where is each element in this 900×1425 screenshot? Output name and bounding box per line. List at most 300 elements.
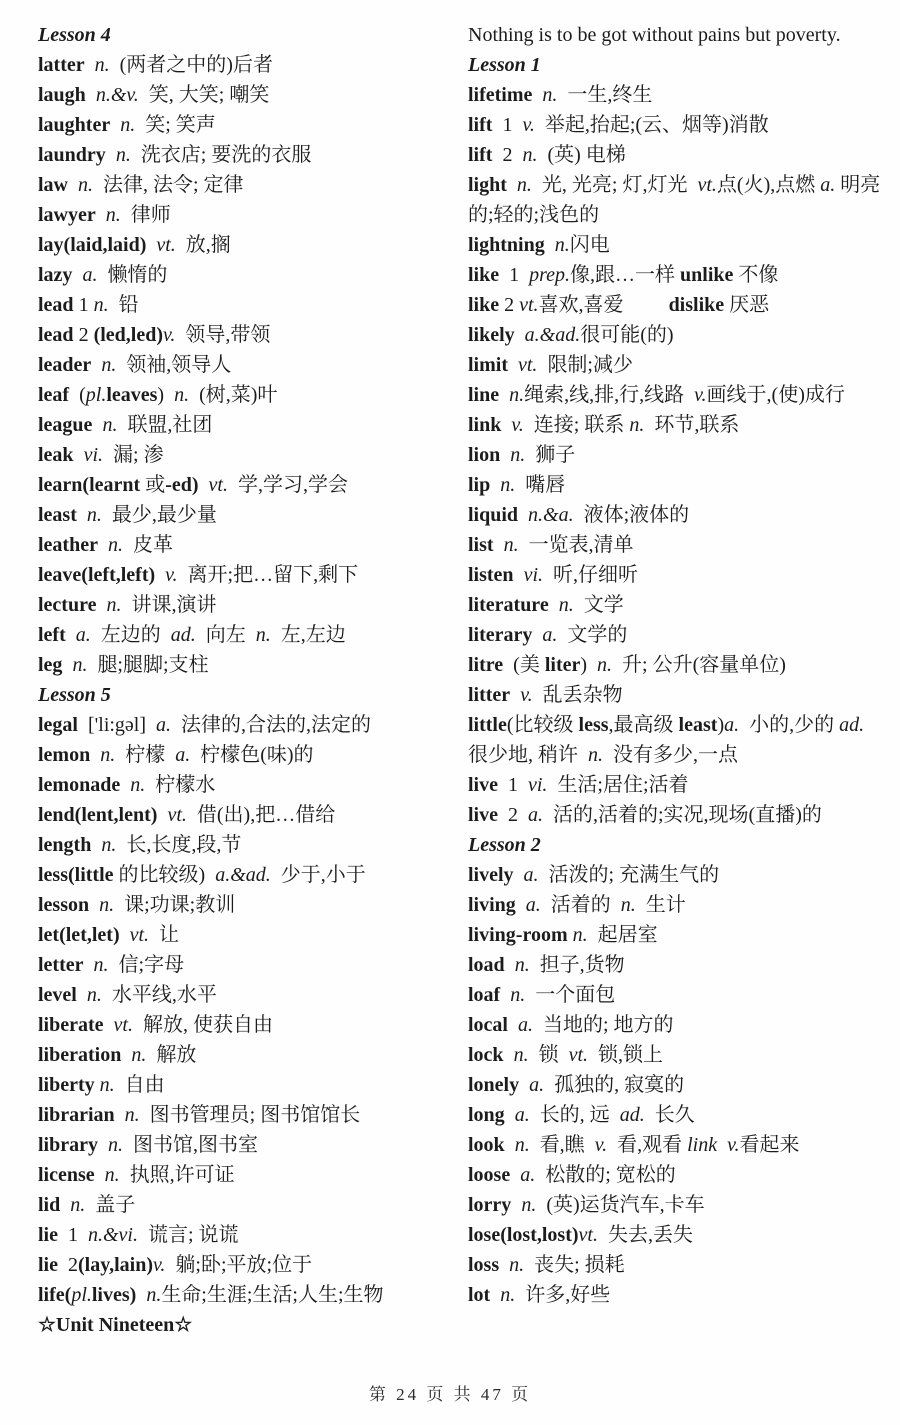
vocab-entry [468, 590, 882, 620]
text-segment: 听,仔细听 [543, 564, 638, 586]
text-segment: a. [532, 624, 558, 646]
text-segment: likely [468, 324, 515, 346]
text-segment: 水平线,水平 [101, 984, 217, 1006]
text-segment: 1 [499, 264, 530, 286]
text-segment: 光, 光亮; 灯,灯光 [531, 174, 698, 196]
text-segment: n. [597, 654, 613, 676]
text-segment: 狮子 [525, 444, 576, 466]
text-segment: 长,长度,段,节 [116, 834, 242, 856]
text-segment: -ed) [165, 474, 199, 496]
text-segment: v. [522, 114, 535, 136]
vocab-entry [468, 770, 882, 800]
vocab-entry [38, 1280, 452, 1310]
text-segment: loss [468, 1254, 500, 1276]
text-segment: lecture [38, 594, 97, 616]
vocab-entry [38, 1130, 452, 1160]
vocab-entry [38, 650, 452, 680]
text-segment: lead [38, 324, 74, 346]
vocab-entry [38, 470, 452, 500]
text-segment: (美 [503, 654, 545, 676]
text-segment: long [468, 1104, 505, 1126]
text-segment: n. [490, 474, 516, 496]
text-segment: n. [503, 1044, 529, 1066]
text-segment: (树,菜)叶 [189, 384, 278, 406]
vocab-entry [38, 710, 452, 740]
text-segment: n. [95, 204, 121, 226]
text-segment: living-room [468, 924, 568, 946]
text-segment: 向左 [195, 624, 256, 646]
text-segment: 生计 [635, 894, 686, 916]
text-segment: live [468, 804, 498, 826]
text-segment: vt. [697, 174, 717, 196]
vocab-entry [468, 230, 882, 260]
text-segment: load [468, 954, 505, 976]
text-segment: n. [96, 594, 122, 616]
text-segment: lead [38, 294, 74, 316]
text-segment: lay(laid,laid) [38, 234, 147, 256]
text-segment: 起居室 [587, 924, 658, 946]
vocab-entry [38, 1220, 452, 1250]
text-segment: live [468, 774, 498, 796]
text-segment: n. [500, 984, 526, 1006]
text-segment: 文学的 [557, 624, 628, 646]
text-segment: living [468, 894, 516, 916]
vocab-entry [38, 920, 452, 950]
text-segment: n. [89, 894, 115, 916]
text-segment: law [38, 174, 68, 196]
vocab-entry [38, 860, 452, 890]
vocab-entry [38, 620, 452, 650]
text-segment: local [468, 1014, 508, 1036]
text-segment: 1 [498, 774, 528, 796]
text-segment: list [468, 534, 494, 556]
text-segment: leaf [38, 384, 70, 406]
text-segment: v. [155, 564, 178, 586]
text-segment: litter [468, 684, 511, 706]
text-segment: level [38, 984, 77, 1006]
text-segment: 喜欢,喜爱 [538, 294, 669, 316]
vocab-entry [468, 530, 882, 560]
text-segment: 谎言; 说谎 [138, 1224, 239, 1246]
text-segment: line [468, 384, 500, 406]
text-segment: 限制;减少 [537, 354, 633, 376]
vocab-entry [38, 1100, 452, 1130]
text-segment: light [468, 174, 507, 196]
text-segment: a. [504, 1104, 530, 1126]
text-segment: literary [468, 624, 533, 646]
vocab-entry [38, 200, 452, 230]
text-segment: literature [468, 594, 549, 616]
text-segment: ad. [619, 1104, 645, 1126]
text-segment: lip [468, 474, 491, 496]
text-segment: prep. [529, 264, 571, 286]
vocab-entry [38, 890, 452, 920]
text-segment: n. [499, 1254, 525, 1276]
text-segment: less(little [38, 864, 114, 886]
text-segment: 笑, 大笑; 嘲笑 [138, 84, 270, 106]
text-segment: 一生,终生 [557, 84, 653, 106]
text-segment: link [468, 414, 502, 436]
text-segment: lot [468, 1284, 491, 1306]
vocab-entry [468, 1160, 882, 1190]
text-segment: lives) [91, 1284, 137, 1306]
text-segment: left [38, 624, 66, 646]
vocab-entry [468, 380, 882, 410]
text-segment: n. [567, 924, 588, 946]
text-segment: dislike [668, 294, 725, 316]
vocab-entry [38, 980, 452, 1010]
vocab-entry [468, 440, 882, 470]
text-segment: liberation [38, 1044, 122, 1066]
text-segment: a. [72, 264, 98, 286]
text-segment [199, 474, 209, 496]
text-segment: 活着的 [540, 894, 621, 916]
text-segment: n. [92, 414, 118, 436]
vocab-entry [468, 1130, 882, 1160]
text-segment: 执照,许可证 [119, 1164, 235, 1186]
text-segment: 液体;液体的 [573, 504, 690, 526]
text-segment: lemonade [38, 774, 121, 796]
text-segment: 讲课,演讲 [121, 594, 217, 616]
text-segment: 担子,货物 [529, 954, 625, 976]
text-segment: v. [501, 414, 524, 436]
text-segment: loaf [468, 984, 501, 1006]
text-segment: n. [548, 594, 574, 616]
text-segment: 锁 [528, 1044, 569, 1066]
text-segment: n. [174, 384, 190, 406]
text-segment: length [38, 834, 92, 856]
text-segment: n. [522, 144, 538, 166]
lesson-header [468, 830, 882, 860]
text-segment: v. [510, 684, 533, 706]
text-segment: vt. [519, 294, 539, 316]
vocab-entry [38, 170, 452, 200]
text-segment: 当地的; 地方的 [533, 1014, 674, 1036]
text-segment: librarian [38, 1104, 115, 1126]
text-segment: vi. [73, 444, 103, 466]
text-segment: 像,跟…一样 [570, 264, 681, 286]
text-segment: 画线于,(使)成行 [706, 384, 845, 406]
text-segment: n. [94, 1074, 115, 1096]
text-segment: lemon [38, 744, 91, 766]
vocab-entry [38, 320, 452, 350]
text-segment: lion [468, 444, 501, 466]
vocab-entry [38, 290, 452, 320]
text-segment: look [468, 1134, 505, 1156]
text-segment: n. [620, 894, 636, 916]
text-segment: liter [544, 654, 581, 676]
text-segment: Lesson 5 [38, 684, 111, 706]
text-segment: 法律的,合法的,法定的 [171, 714, 372, 736]
text-segment: 领导,带领 [175, 324, 271, 346]
text-segment: 的比较级) [113, 864, 216, 886]
text-segment: ) [717, 714, 725, 736]
vocab-entry [38, 1160, 452, 1190]
text-segment: 环节,联系 [644, 414, 740, 436]
text-segment: 很少地, 稍许 [468, 714, 875, 766]
text-segment: 没有多少,一点 [603, 744, 738, 766]
text-segment: n. [97, 534, 123, 556]
text-segment: lie [38, 1224, 58, 1246]
vocab-entry [38, 1190, 452, 1220]
text-segment: vt. [208, 474, 228, 496]
text-segment: Lesson 2 [468, 834, 541, 856]
vocab-entry [38, 410, 452, 440]
text-segment: listen [468, 564, 514, 586]
text-segment: lock [468, 1044, 504, 1066]
text-segment: lonely [468, 1074, 520, 1096]
text-segment: 嘴唇 [515, 474, 566, 496]
text-segment: laughter [38, 114, 111, 136]
text-segment: 看,观看 [607, 1134, 688, 1156]
vocab-entry [38, 590, 452, 620]
text-segment: n. [90, 744, 116, 766]
text-segment: n. [146, 1284, 162, 1306]
vocab-entry [38, 530, 452, 560]
vocab-entry [468, 650, 882, 680]
text-segment: 2 [492, 144, 523, 166]
text-segment: laundry [38, 144, 106, 166]
text-segment: Lesson 4 [38, 24, 111, 46]
text-segment: vt. [157, 804, 187, 826]
text-segment: vt. [508, 354, 538, 376]
text-segment: 铅 [108, 294, 139, 316]
vocab-entry [468, 560, 882, 590]
text-segment: ) [580, 654, 598, 676]
text-segment: learn(learnt [38, 474, 141, 496]
text-segment: 乱丢杂物 [532, 684, 623, 706]
text-segment: laugh [38, 84, 86, 106]
vocab-entry [468, 1190, 882, 1220]
text-segment: 生命;生涯;生活;人生;生物 [161, 1284, 384, 1306]
text-segment: 联盟,社团 [117, 414, 213, 436]
vocab-entry [468, 110, 882, 140]
text-segment: less [578, 714, 609, 736]
vocab-entry [38, 500, 452, 530]
text-segment: 或 [140, 474, 166, 496]
page-number: 第 24 页 共 47 页 [368, 1385, 532, 1404]
text-segment: lifetime [468, 84, 533, 106]
text-segment: (两者之中的)后者 [109, 54, 273, 76]
text-segment: n. [121, 1044, 147, 1066]
text-segment: litre [468, 654, 504, 676]
text-segment: (英)运货汽车,卡车 [536, 1194, 705, 1216]
text-segment: n.&vi. [88, 1224, 138, 1246]
vocab-entry [468, 860, 882, 890]
text-segment: liberty [38, 1074, 95, 1096]
text-segment: little [468, 714, 507, 736]
text-segment: n. [91, 354, 117, 376]
vocab-entry [468, 710, 882, 770]
text-segment: 明亮的;轻的;浅色的 [468, 174, 881, 226]
text-segment: lid [38, 1194, 61, 1216]
vocab-entry [468, 1250, 882, 1280]
text-segment: 长的, 远 [529, 1104, 620, 1126]
text-segment: 信;字母 [108, 954, 185, 976]
text-segment: 2 [58, 1254, 78, 1276]
text-segment: 生活;居住;活着 [547, 774, 689, 796]
vocab-entry [468, 80, 882, 110]
text-segment [717, 1134, 727, 1156]
text-segment: (lay,lain) [78, 1254, 154, 1276]
text-segment: a. [519, 1074, 545, 1096]
text-segment: 1 [73, 294, 94, 316]
text-segment [136, 1284, 146, 1306]
text-segment: a. [175, 744, 191, 766]
text-segment: 松散的; 宽松的 [535, 1164, 676, 1186]
text-segment: 一个面包 [525, 984, 616, 1006]
text-segment: 洗衣店; 要洗的衣服 [130, 144, 312, 166]
text-segment: n. [84, 54, 110, 76]
text-segment: n. [91, 834, 117, 856]
text-segment: leave(left,left) [38, 564, 156, 586]
text-segment: 失去,丢失 [597, 1224, 693, 1246]
vocab-entry [38, 380, 452, 410]
text-segment: n. [504, 1134, 530, 1156]
text-segment: vt. [103, 1014, 133, 1036]
text-segment: lightning [468, 234, 545, 256]
text-segment: 最少,最少量 [101, 504, 217, 526]
text-segment: let(let,let) [38, 924, 120, 946]
text-segment: ( [69, 384, 86, 406]
text-segment: leaves [106, 384, 158, 406]
text-segment: license [38, 1164, 95, 1186]
vocab-entry [468, 470, 882, 500]
text-segment: vt. [146, 234, 176, 256]
text-segment: n. [60, 1194, 86, 1216]
text-segment: v. [594, 1134, 608, 1156]
text-segment: lorry [468, 1194, 512, 1216]
text-segment: 离开;把…留下,剩下 [177, 564, 359, 586]
text-segment: ☆Unit Nineteen☆ [38, 1314, 193, 1336]
text-segment: like [468, 264, 500, 286]
vocab-entry [38, 50, 452, 80]
text-segment: 小的,少的 [739, 714, 840, 736]
vocab-entry [38, 800, 452, 830]
text-segment: link [687, 1134, 718, 1156]
text-segment: pl. [71, 1284, 92, 1306]
text-segment: 许多,好些 [515, 1284, 611, 1306]
text-segment: n. [94, 1164, 120, 1186]
vocab-entry [468, 1220, 882, 1250]
text-segment: liquid [468, 504, 519, 526]
text-segment: Nothing is to be got without pains but poverty. [468, 24, 841, 46]
text-segment: n. [629, 414, 645, 436]
vocab-entry [38, 740, 452, 770]
text-segment: n. [68, 174, 93, 196]
vocab-entry [468, 890, 882, 920]
text-segment: 柠檬水 [145, 774, 216, 796]
text-segment: a. [820, 174, 836, 196]
text-segment: 解放, 使获自由 [132, 1014, 273, 1036]
text-segment: 盖子 [85, 1194, 136, 1216]
text-segment: 2 [499, 294, 520, 316]
text-segment: 连接; 联系 [523, 414, 630, 436]
text-segment: 很可能(的) [580, 324, 674, 346]
text-segment: 绳索,线,排,行,线路 [524, 384, 695, 406]
text-segment: vt. [568, 1044, 588, 1066]
text-segment: 柠檬 [115, 744, 176, 766]
text-segment: v. [694, 384, 707, 406]
text-segment: 活泼的; 充满生气的 [538, 864, 720, 886]
left-column [38, 20, 452, 1340]
text-segment: n. [504, 954, 530, 976]
vocab-entry [38, 560, 452, 590]
text-segment: lesson [38, 894, 90, 916]
text-segment: v. [153, 1254, 166, 1276]
text-segment: least [678, 714, 718, 736]
text-segment: 图书馆,图书室 [123, 1134, 258, 1156]
text-segment: limit [468, 354, 508, 376]
vocab-entry [468, 620, 882, 650]
text-segment: 课;功课;教训 [114, 894, 236, 916]
text-segment: n. [114, 1104, 140, 1126]
text-segment: 厌恶 [724, 294, 770, 316]
text-segment: n. [532, 84, 558, 106]
vocab-entry [468, 980, 882, 1010]
vocab-entry [468, 680, 882, 710]
lesson-header [38, 20, 452, 50]
text-segment: v. [727, 1134, 740, 1156]
text-segment: lose(lost,lost) [468, 1224, 579, 1246]
text-segment: n.&a. [518, 504, 574, 526]
text-segment: lawyer [38, 204, 96, 226]
text-segment: ) [157, 384, 175, 406]
text-segment: (比较级 [506, 714, 579, 736]
text-segment: a. [724, 714, 740, 736]
text-segment: a. [156, 714, 172, 736]
text-segment: a.&ad. [215, 864, 271, 886]
text-segment: 柠檬色(味)的 [190, 744, 314, 766]
text-segment: n. [105, 144, 131, 166]
text-segment: n. [499, 384, 525, 406]
vocab-entry [468, 1040, 882, 1070]
text-segment: 图书管理员; 图书馆馆长 [139, 1104, 361, 1126]
text-segment: n. [98, 1134, 123, 1156]
text-segment: n. [76, 984, 102, 1006]
text-segment: Lesson 1 [468, 54, 541, 76]
text-segment: lend(lent,lent) [38, 804, 158, 826]
text-segment: lively [468, 864, 514, 886]
text-segment: (led,led) [93, 324, 163, 346]
text-segment: 丧失; 损耗 [524, 1254, 625, 1276]
text-segment: 锁,锁上 [588, 1044, 663, 1066]
text-segment: 孤独的, 寂寞的 [544, 1074, 685, 1096]
text-segment: n. [120, 774, 146, 796]
text-segment: n. [493, 534, 519, 556]
text-segment: ,最高级 [608, 714, 679, 736]
text-segment: 皮革 [122, 534, 173, 556]
text-segment: 领袖,领导人 [116, 354, 232, 376]
text-segment: 腿;腿脚;支柱 [87, 654, 209, 676]
text-segment: leader [38, 354, 92, 376]
text-segment: 2 [498, 804, 528, 826]
text-segment: legal [38, 714, 78, 736]
text-segment: leg [38, 654, 63, 676]
text-segment: pl. [85, 384, 107, 406]
text-segment: 1 [492, 114, 523, 136]
text-segment: 点(火),点燃 [716, 174, 821, 196]
text-segment: 借(出),把…借给 [186, 804, 336, 826]
text-segment: lazy [38, 264, 73, 286]
text-segment: 1 [58, 1224, 88, 1246]
text-segment: least [38, 504, 77, 526]
text-segment: a. [513, 864, 539, 886]
vocab-entry [38, 260, 452, 290]
text-segment: n. [511, 1194, 537, 1216]
vocab-entry [468, 410, 882, 440]
vocab-entry [468, 1010, 882, 1040]
